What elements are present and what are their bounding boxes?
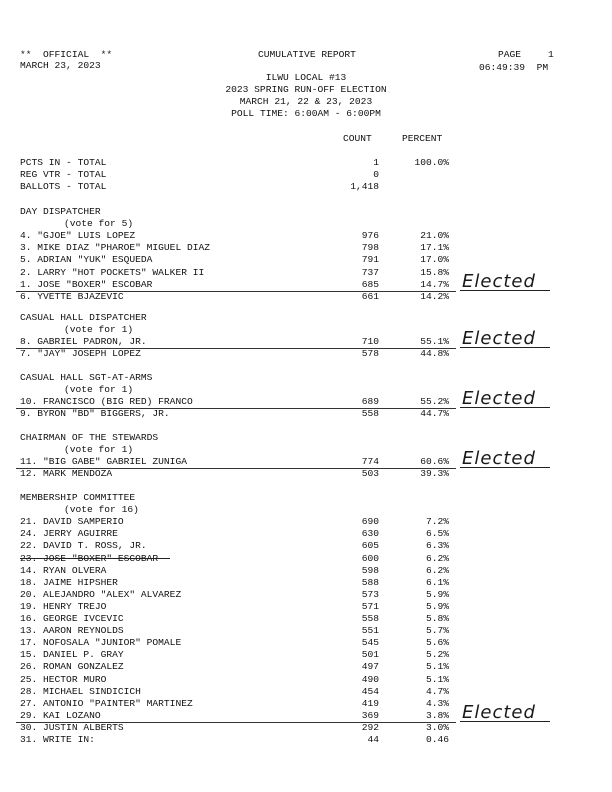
handwritten-underline	[460, 467, 550, 468]
candidate-name: 28. MICHAEL SINDICICH	[20, 685, 141, 697]
official-label: ** OFFICIAL **	[20, 49, 113, 60]
candidate-percent: 0.46	[425, 734, 449, 745]
candidate-percent: 21.0%	[420, 230, 449, 242]
candidate-count: 573	[361, 588, 379, 600]
candidate-percent: 5.1%	[425, 673, 449, 685]
candidate-count: 600	[361, 552, 379, 564]
candidate-count: 588	[361, 576, 379, 588]
total-label: PCTS IN - TOTAL	[20, 157, 107, 168]
candidate-name: 29. KAI LOZANO	[20, 709, 101, 721]
candidate-name: 23. JOSE "BOXER" ESCOBAR	[20, 552, 159, 564]
candidate-percent: 39.3%	[420, 468, 449, 480]
candidate-name: 25. HECTOR MURO	[20, 673, 107, 685]
candidate-count: 497	[361, 661, 379, 673]
candidate-name: 3. MIKE DIAZ "PHAROE" MIGUEL DIAZ	[20, 242, 210, 254]
candidate-count: 605	[361, 540, 379, 552]
total-count: 1	[373, 157, 379, 168]
vote-for-label: (vote for 5)	[64, 218, 134, 230]
candidate-count: 774	[361, 456, 379, 468]
candidate-percent: 5.1%	[425, 661, 449, 673]
handwritten-elected-note: Elected	[462, 701, 536, 723]
candidate-percent: 6.2%	[425, 552, 449, 564]
handwritten-underline	[460, 407, 550, 408]
candidate-name: 1. JOSE "BOXER" ESCOBAR	[20, 278, 153, 290]
vote-for-label: (vote for 1)	[64, 324, 134, 336]
candidate-percent: 5.6%	[425, 637, 449, 649]
candidate-count: 558	[361, 408, 379, 420]
report-title: CUMULATIVE REPORT	[258, 49, 356, 60]
handwritten-underline	[460, 721, 550, 722]
candidate-name: 8. GABRIEL PADRON, JR.	[20, 336, 147, 348]
candidate-percent: 5.8%	[425, 613, 449, 624]
total-count: 1,418	[350, 181, 379, 193]
candidate-count: 292	[361, 721, 379, 733]
candidate-name: 5. ADRIAN "YUK" ESQUEDA	[20, 254, 153, 266]
race-title: MEMBERSHIP COMMITTEE	[20, 492, 136, 503]
candidate-count: 976	[361, 230, 379, 242]
candidate-name: 17. NOFOSALA "JUNIOR" POMALE	[20, 637, 182, 649]
candidate-percent: 17.0%	[420, 254, 449, 266]
candidate-name: 31. WRITE IN:	[20, 734, 95, 745]
candidate-name: 27. ANTONIO "PAINTER" MARTINEZ	[20, 697, 193, 709]
candidate-name: 22. DAVID T. ROSS, JR.	[20, 540, 147, 552]
candidate-percent: 5.2%	[425, 649, 449, 661]
candidate-name: 6. YVETTE BJAZEVIC	[20, 290, 124, 302]
report-time: 06:49:39 PM	[479, 62, 549, 73]
candidate-count: 798	[361, 242, 379, 254]
candidate-name: 2. LARRY "HOT POCKETS" WALKER II	[20, 266, 205, 278]
candidate-count: 578	[361, 348, 379, 360]
candidate-percent: 3.0%	[425, 721, 449, 733]
count-column-header: COUNT	[343, 133, 372, 144]
candidate-count: 454	[361, 685, 379, 697]
candidate-count: 630	[361, 528, 379, 540]
candidate-percent: 55.2%	[420, 396, 449, 408]
handwritten-underline	[460, 290, 550, 291]
candidate-name: 4. "GJOE" LUIS LOPEZ	[20, 230, 136, 242]
candidate-percent: 3.8%	[425, 709, 449, 721]
vote-for-label: (vote for 16)	[64, 504, 139, 516]
candidate-name: 16. GEORGE IVCEVIC	[20, 613, 124, 624]
vote-for-label: (vote for 1)	[64, 384, 134, 396]
candidate-name: 30. JUSTIN ALBERTS	[20, 721, 124, 733]
candidate-name: 9. BYRON "BD" BIGGERS, JR.	[20, 408, 170, 420]
candidate-count: 419	[361, 697, 379, 709]
percent-column-header: PERCENT	[402, 133, 443, 144]
candidate-percent: 4.3%	[425, 697, 449, 709]
vote-for-label: (vote for 1)	[64, 444, 134, 456]
total-count: 0	[373, 169, 379, 181]
candidate-count: 689	[361, 396, 379, 408]
page-label: PAGE	[498, 49, 522, 60]
candidate-percent: 60.6%	[420, 456, 449, 468]
header-line: ILWU LOCAL #13	[265, 72, 347, 83]
candidate-name: 26. ROMAN GONZALEZ	[20, 661, 124, 673]
header-line: POLL TIME: 6:00AM - 6:00PM	[231, 108, 381, 119]
candidate-name: 20. ALEJANDRO "ALEX" ALVAREZ	[20, 588, 182, 600]
candidate-name: 7. "JAY" JOSEPH LOPEZ	[20, 348, 141, 360]
candidate-count: 685	[361, 278, 379, 290]
handwritten-underline	[460, 347, 550, 348]
candidate-percent: 55.1%	[420, 336, 449, 348]
candidate-percent: 6.5%	[425, 528, 449, 540]
handwritten-elected-note: Elected	[462, 328, 536, 350]
candidate-percent: 17.1%	[420, 242, 449, 254]
handwritten-elected-note: Elected	[462, 388, 536, 410]
candidate-name: 13. AARON REYNOLDS	[20, 625, 124, 637]
header-line: 2023 SPRING RUN-OFF ELECTION	[225, 84, 387, 95]
handwritten-elected-note: Elected	[462, 448, 536, 470]
strikethrough-line	[20, 558, 170, 559]
candidate-count: 737	[361, 266, 379, 278]
candidate-count: 551	[361, 625, 379, 637]
handwritten-elected-note: Elected	[462, 270, 536, 292]
candidate-percent: 6.2%	[425, 564, 449, 576]
candidate-percent: 4.7%	[425, 685, 449, 697]
race-title: CASUAL HALL SGT-AT-ARMS	[20, 372, 153, 383]
candidate-count: 690	[361, 516, 379, 528]
candidate-name: 18. JAIME HIPSHER	[20, 576, 118, 588]
candidate-name: 12. MARK MENDOZA	[20, 468, 113, 480]
candidate-percent: 14.2%	[420, 290, 449, 302]
candidate-percent: 15.8%	[420, 266, 449, 278]
total-label: BALLOTS - TOTAL	[20, 181, 107, 193]
race-title: DAY DISPATCHER	[20, 206, 101, 217]
candidate-percent: 44.8%	[420, 348, 449, 360]
candidate-percent: 44.7%	[420, 408, 449, 420]
candidate-percent: 6.3%	[425, 540, 449, 552]
header-line: MARCH 21, 22 & 23, 2023	[239, 96, 373, 107]
candidate-count: 369	[361, 709, 379, 721]
candidate-name: 19. HENRY TREJO	[20, 600, 107, 612]
candidate-name: 14. RYAN OLVERA	[20, 564, 107, 576]
candidate-name: 10. FRANCISCO (BIG RED) FRANCO	[20, 396, 193, 408]
candidate-count: 503	[361, 468, 379, 480]
race-title: CHAIRMAN OF THE STEWARDS	[20, 432, 159, 443]
candidate-count: 490	[361, 673, 379, 685]
report-date: MARCH 23, 2023	[20, 60, 101, 71]
total-label: REG VTR - TOTAL	[20, 169, 107, 181]
candidate-count: 44	[367, 734, 379, 745]
candidate-percent: 5.7%	[425, 625, 449, 637]
candidate-count: 598	[361, 564, 379, 576]
candidate-count: 661	[361, 290, 379, 302]
candidate-percent: 5.9%	[425, 600, 449, 612]
candidate-name: 11. "BIG GABE" GABRIEL ZUNIGA	[20, 456, 187, 468]
candidate-count: 791	[361, 254, 379, 266]
race-title: CASUAL HALL DISPATCHER	[20, 312, 147, 323]
candidate-count: 545	[361, 637, 379, 649]
total-percent: 100.0%	[414, 157, 449, 168]
candidate-percent: 14.7%	[420, 278, 449, 290]
candidate-count: 558	[361, 613, 379, 624]
candidate-name: 21. DAVID SAMPERIO	[20, 516, 124, 528]
candidate-name: 24. JERRY AGUIRRE	[20, 528, 118, 540]
candidate-percent: 5.9%	[425, 588, 449, 600]
candidate-percent: 7.2%	[425, 516, 449, 528]
candidate-name: 15. DANIEL P. GRAY	[20, 649, 124, 661]
candidate-percent: 6.1%	[425, 576, 449, 588]
candidate-count: 710	[361, 336, 379, 348]
page-number: 1	[548, 49, 554, 60]
candidate-count: 571	[361, 600, 379, 612]
candidate-count: 501	[361, 649, 379, 661]
